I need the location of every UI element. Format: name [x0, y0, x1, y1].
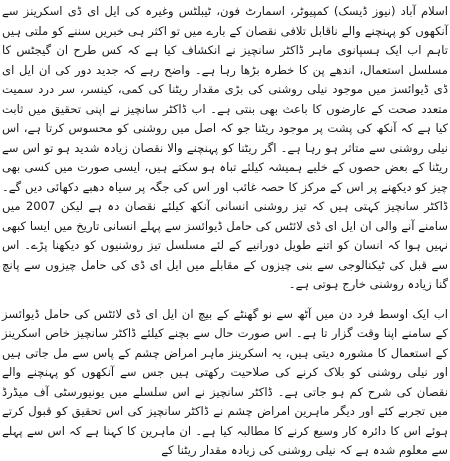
article-paragraph-2: اب ایک اوسط فرد دن میں آٹھ سے نو گھنٹے کے بیچ ان ایل ای ڈی لائٹس کی حامل ڈیوائسز کے سامنے اپنا وقت گزار تا ہے۔ اس صورت حال سے بچنے کیلئے ڈاکٹر سانچیز خاص اسکرینز کے استعمال کا مشورہ دیتی ہیں، یہ اسکرینز ماہر امراض چشم کے پاس سے مل جاتی ہیں اور نیلی روشنی کو بلاک کرنے کی صلاحیت رکھتی ہیں جس سے آنکھوں کو پہنچنے والے نقصان کی شرح کم ہو جاتی ہے۔ ڈاکٹر سانچیز نے اس سلسلے میں یونیورسٹی آف میڈرڈ میں تجربے کئے اور دیگر ماہرین امراض چشم نے ڈاکٹر سانچیز کی اس تحقیق کو قبول کرتے ہوئے اس کا دائرہ کار وسیع کرنے کا مطالبہ کیا ہے۔ ان ماہرین کا کہنا ہے کہ اس سے پہلے سے معلوم شدہ ہے کہ نیلی روشنی کی زیادہ مقدار ریٹنا کے [2, 306, 448, 457]
article-paragraph-1: اسلام آباد (نیوز ڈیسک) کمپیوٹر، اسمارٹ فون، ٹیبلٹس وغیرہ کی ایل ای ڈی اسکرینز سے آنکھوں کو پہنچنے والے ناقابل تلافی نقصان کے بارے میں تو اکثر ہی خبریں سننے کو ملتی ہیں تاہم اب ایک ہسپانوی ماہر ڈاکٹر سانچیز نے انکشاف کیا ہے کہ کس طرح ان گیجٹس کا مسلسل استعمال، اندھے پن کا خطرہ بڑھا رہا ہے۔ واضح رہے کہ جدید دور کی ان ایل ای ڈی ڈیوائسز میں موجود نیلی روشنی کی بڑی مقدار ریٹنا کی کمی، کینسر، سر درد سمیت متعدد صحت کے عارضوں کا باعث بھی بنتی ہے۔ اب ڈاکٹر سانچیز نے اپنی تحقیق میں ثابت کیا ہے کہ آنکھ کی پشت پر موجود ریٹنا جو کہ اصل میں روشنی کو محسوس کرتا ہے، اس نیلی روشنی سے متاثر ہو رہا ہے۔ اگر ریٹنا کو پہنچنے والا نقصان زیادہ شدید ہو تو اس سے ریٹنا کے بعض حصوں کے خلیے ہمیشہ کیلئے تباہ ہو سکتے ہیں، ایسی صورت میں کسی بھی چیز کو دیکھنے پر اس کے مرکز کا حصہ غائب اور اس کی جگہ پر سیاہ دھبے دکھائی دیں گے۔ ڈاکٹر سانچیز کہتی ہیں کہ تیز روشنی انسانی آنکھ کیلئے نقصان دہ ہے لیکن 2007 میں سامنے آنے والی ان ایل ای ڈی لائٹس کی حامل ڈیوائسز سے پہلے انسانی تاریخ میں ایسا کبھی نہیں ہوا کہ انسان کو اتنے طویل دورانیے کے لئے مسلسل تیز روشنیوں کو دیکھنا پڑے۔ اس سے قبل کی ٹیکنالوجی سے بنی چیزوں کے مقابلے میں ایل ای ڈی کی حامل چیزوں سے پانچ گنا زیادہ روشنی خارج ہوتی ہے۔ [2, 4, 448, 291]
article-body [2, 2, 448, 457]
